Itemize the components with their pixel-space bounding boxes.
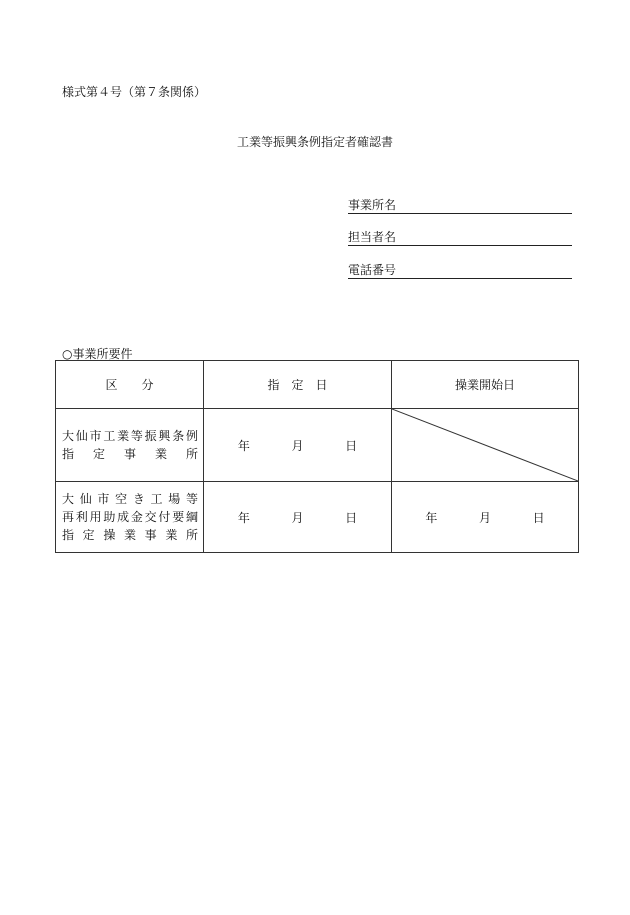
- header-start-date: 操業開始日: [392, 361, 579, 409]
- month-label: 月: [291, 438, 304, 453]
- phone-number-label: 電話番号: [348, 263, 397, 277]
- category-line: 大仙市工業等振興条例: [62, 429, 199, 443]
- designated-date-cell[interactable]: [204, 482, 392, 553]
- start-date-cell[interactable]: [392, 482, 579, 553]
- diagonal-strike: [392, 409, 578, 481]
- day-label: 日: [532, 510, 545, 525]
- requirements-table: [55, 360, 579, 553]
- form-number: 様式第４号（第７条関係）: [62, 85, 207, 99]
- category-cell: [56, 409, 204, 482]
- year-label: 年: [425, 510, 438, 525]
- header-designated-date: 指 定 日: [204, 361, 392, 409]
- category-line: 指定操業事業所: [62, 528, 199, 542]
- month-label: 月: [478, 510, 491, 525]
- category-cell: [56, 482, 204, 553]
- header-category: 区 分: [56, 361, 204, 409]
- section-label: ○事業所要件: [62, 347, 133, 361]
- month-label: 月: [291, 510, 304, 525]
- person-in-charge-field[interactable]: [348, 229, 572, 246]
- designated-date-cell[interactable]: [204, 409, 392, 482]
- table-header-row: [56, 361, 579, 409]
- table-row: [56, 482, 579, 553]
- phone-number-field[interactable]: [348, 262, 572, 279]
- office-name-field[interactable]: [348, 197, 572, 214]
- day-label: 日: [345, 438, 358, 453]
- category-line: 指定事業所: [62, 447, 199, 461]
- office-name-label: 事業所名: [348, 198, 397, 212]
- table-row: [56, 409, 579, 482]
- category-line: 再利用助成金交付要綱: [62, 510, 199, 524]
- start-date-cell-na: [392, 409, 579, 482]
- person-in-charge-label: 担当者名: [348, 230, 397, 244]
- year-label: 年: [237, 510, 250, 525]
- category-line: 大仙市空き工場等: [62, 492, 199, 506]
- document-title: 工業等振興条例指定者確認書: [236, 135, 393, 149]
- year-label: 年: [237, 438, 250, 453]
- day-label: 日: [345, 510, 358, 525]
